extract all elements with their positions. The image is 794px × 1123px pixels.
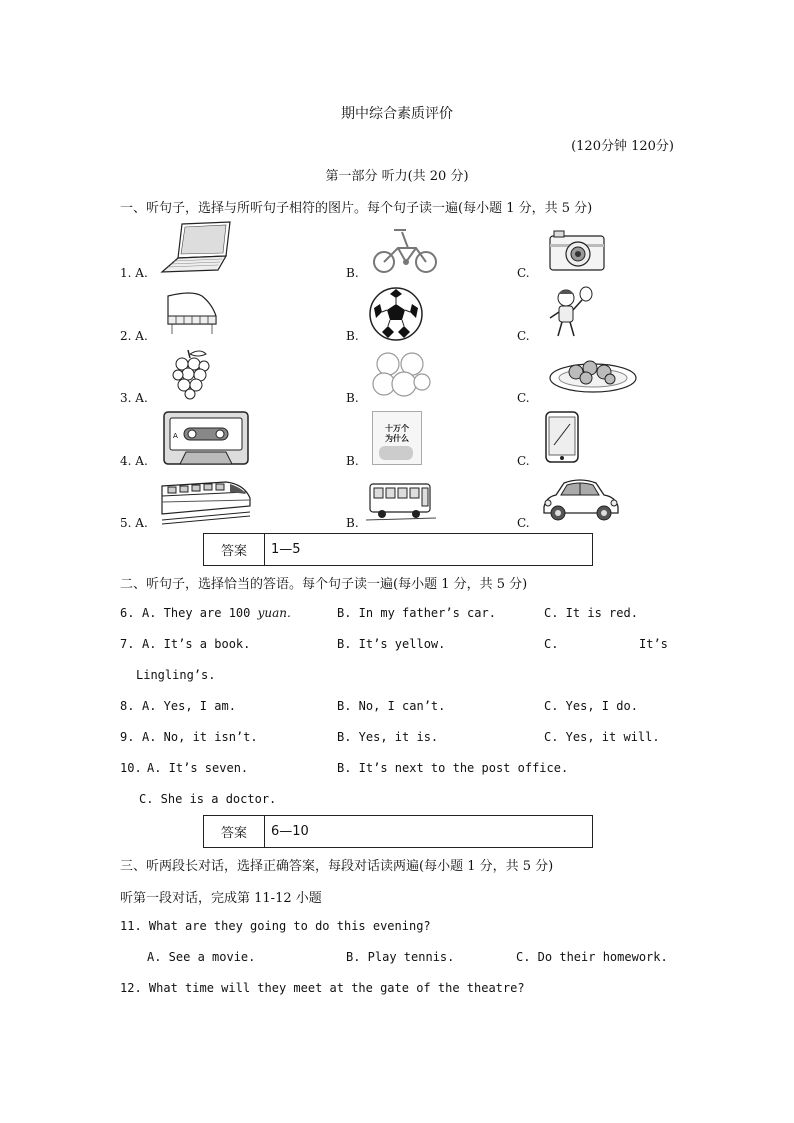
answer-range: 1—5 <box>271 542 301 557</box>
phone-icon <box>544 410 580 464</box>
bus-icon <box>366 478 436 522</box>
tennis-player-icon <box>544 286 594 340</box>
row-label-5 <box>120 516 148 530</box>
q7-option-c: C. <box>544 637 559 651</box>
q10-option-a: A. It’s seven. <box>147 761 249 775</box>
option-a-label: A. <box>135 329 148 343</box>
q6-number: 6. <box>120 606 135 620</box>
row-label-3 <box>120 391 148 405</box>
q9-option-c: C. Yes, it will. <box>544 730 660 744</box>
option-b-label: B. <box>346 391 359 405</box>
plate-of-fruit-icon <box>548 352 638 394</box>
oranges-icon <box>370 350 432 398</box>
q10-option-c: C. She is a doctor. <box>139 792 277 806</box>
cassette-tape-icon <box>162 410 250 466</box>
option-a-label: A. <box>135 266 148 280</box>
q7-option-c-wrap: Lingling’s. <box>136 668 216 682</box>
piano-icon <box>162 290 222 336</box>
row-number: 5. <box>120 516 132 530</box>
q8-option-b: B. No, I can’t. <box>337 699 446 713</box>
option-b-label: B. <box>346 516 359 530</box>
option-c-label: C. <box>517 329 530 343</box>
grapes-icon <box>168 348 214 400</box>
row-label-1 <box>120 266 148 280</box>
book-title-line-2: 为什么 <box>385 434 409 443</box>
option-c-label: C. <box>517 454 530 468</box>
laptop-icon <box>160 220 232 276</box>
book-icon <box>372 411 422 465</box>
q11-option-a: A. See a movie. <box>147 950 256 964</box>
option-a-label: A. <box>135 516 148 530</box>
answer-label: 答案 <box>204 816 265 847</box>
q6-option-a <box>142 606 291 620</box>
q6-option-c: C. It is red. <box>544 606 638 620</box>
option-c-label: C. <box>517 266 530 280</box>
row-label-4 <box>120 454 148 468</box>
bicycle-icon <box>372 226 438 276</box>
option-b-label: B. <box>346 454 359 468</box>
q11-text: 11. What are they going to do this evening? <box>120 919 431 933</box>
q6-option-a-text: A. They are 100 <box>142 606 258 620</box>
section3-heading: 三、听两段长对话，选择正确答案，每段对话读两遍(每小题 1 分，共 5 分) <box>120 859 554 874</box>
answer-label: 答案 <box>204 534 265 565</box>
q8-option-c: C. Yes, I do. <box>544 699 638 713</box>
q7-option-c-tail: It’s <box>639 637 668 651</box>
q12-text: 12. What time will they meet at the gate of the theatre? <box>120 981 525 995</box>
q8-number: 8. <box>120 699 135 713</box>
q7-option-a: A. It’s a book. <box>142 637 251 651</box>
q10-option-b: B. It’s next to the post office. <box>337 761 569 775</box>
answer-table-1 <box>203 533 593 566</box>
row-label-2 <box>120 329 148 343</box>
q8-option-a: A. Yes, I am. <box>142 699 236 713</box>
row-number: 2. <box>120 329 132 343</box>
q11-option-b: B. Play tennis. <box>346 950 455 964</box>
camera-icon <box>548 228 606 272</box>
page-title: 期中综合素质评价 <box>341 106 453 122</box>
football-icon <box>368 286 424 342</box>
q9-option-b: B. Yes, it is. <box>337 730 439 744</box>
answer-range: 6—10 <box>271 824 309 839</box>
section2-heading: 二、听句子，选择恰当的答语。每个句子读一遍(每小题 1 分，共 5 分) <box>120 577 528 592</box>
answer-table-2 <box>203 815 593 848</box>
car-icon <box>540 475 620 525</box>
svg-text:A: A <box>173 432 178 440</box>
q6-option-b: B. In my father’s car. <box>337 606 496 620</box>
option-b-label: B. <box>346 266 359 280</box>
train-icon <box>160 476 252 526</box>
part-title: 第一部分 听力(共 20 分) <box>325 169 469 184</box>
q7-option-b: B. It’s yellow. <box>337 637 446 651</box>
section3-subheading: 听第一段对话，完成第 11-12 小题 <box>120 891 322 906</box>
q9-number: 9. <box>120 730 135 744</box>
option-a-label: A. <box>135 391 148 405</box>
option-c-label: C. <box>517 516 530 530</box>
q6-option-a-italic: yuan. <box>257 606 291 620</box>
time-score: (120分钟 120分) <box>571 139 674 154</box>
option-b-label: B. <box>346 329 359 343</box>
option-a-label: A. <box>135 454 148 468</box>
q11-option-c: C. Do their homework. <box>516 950 668 964</box>
q7-number: 7. <box>120 637 135 651</box>
book-title-line-1: 十万个 <box>385 424 409 433</box>
row-number: 1. <box>120 266 132 280</box>
q9-option-a: A. No, it isn’t. <box>142 730 258 744</box>
row-number: 4. <box>120 454 132 468</box>
q10-number: 10. <box>120 761 142 775</box>
row-number: 3. <box>120 391 132 405</box>
section1-heading: 一、听句子，选择与所听句子相符的图片。每个句子读一遍(每小题 1 分，共 5 分) <box>120 201 593 216</box>
option-c-label: C. <box>517 391 530 405</box>
